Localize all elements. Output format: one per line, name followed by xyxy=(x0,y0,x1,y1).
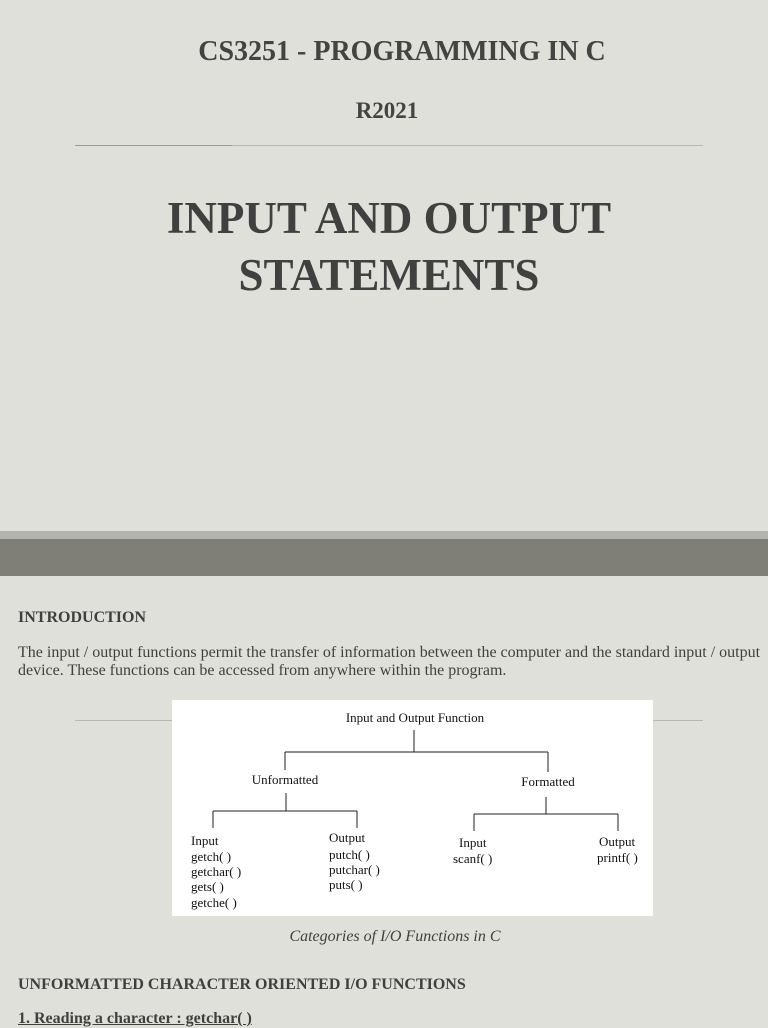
header-divider-accent xyxy=(75,145,232,146)
diagram-node-unformatted: Unformatted xyxy=(251,772,319,787)
page-title-line-2: STATEMENTS xyxy=(238,250,540,300)
diagram-caption: Categories of I/O Functions in C xyxy=(289,928,501,945)
diagram-leaf-getchar: getchar( ) xyxy=(191,864,242,879)
introduction-paragraph: The input / output functions permit the transfer of information between the computer and the standard input / output device. These functions can be accessed from anywhere within the program. xyxy=(18,644,761,679)
diagram-node-formatted: Formatted xyxy=(521,774,575,789)
diagram-node-unformatted-output: Output xyxy=(329,830,366,845)
diagram-root-node: Input and Output Function xyxy=(345,710,485,725)
page-title-line-1: INPUT AND OUTPUT xyxy=(166,193,612,243)
diagram-leaf-getch: getch( ) xyxy=(191,849,232,864)
diagram-leaf-getche: getche( ) xyxy=(191,895,237,910)
band-divider-light xyxy=(0,531,768,539)
diagram-leaf-scanf: scanf( ) xyxy=(453,851,493,866)
diagram-leaf-gets: gets( ) xyxy=(191,879,224,894)
diagram-node-formatted-output: Output xyxy=(599,834,636,849)
diagram-node-formatted-input: Input xyxy=(459,835,487,850)
diagram-leaf-puts: puts( ) xyxy=(329,877,363,892)
diagram-node-unformatted-input: Input xyxy=(191,833,219,848)
diagram-leaf-putch: putch( ) xyxy=(329,847,370,862)
diagram-leaf-putchar: putchar( ) xyxy=(329,862,380,877)
page-title xyxy=(0,190,768,304)
introduction-heading: INTRODUCTION xyxy=(18,609,147,626)
diagram-divider-left xyxy=(75,720,172,721)
diagram-leaf-printf: printf( ) xyxy=(597,850,638,865)
getchar-subheading: 1. Reading a character : getchar( ) xyxy=(18,1010,252,1027)
diagram-divider-right xyxy=(653,720,703,721)
unformatted-io-heading: UNFORMATTED CHARACTER ORIENTED I/O FUNCTIONS xyxy=(18,976,466,993)
band-divider-dark xyxy=(0,539,768,576)
course-title: CS3251 - PROGRAMMING IN C xyxy=(198,36,606,67)
regulation-label: R2021 xyxy=(355,98,419,123)
io-functions-diagram xyxy=(172,700,653,916)
